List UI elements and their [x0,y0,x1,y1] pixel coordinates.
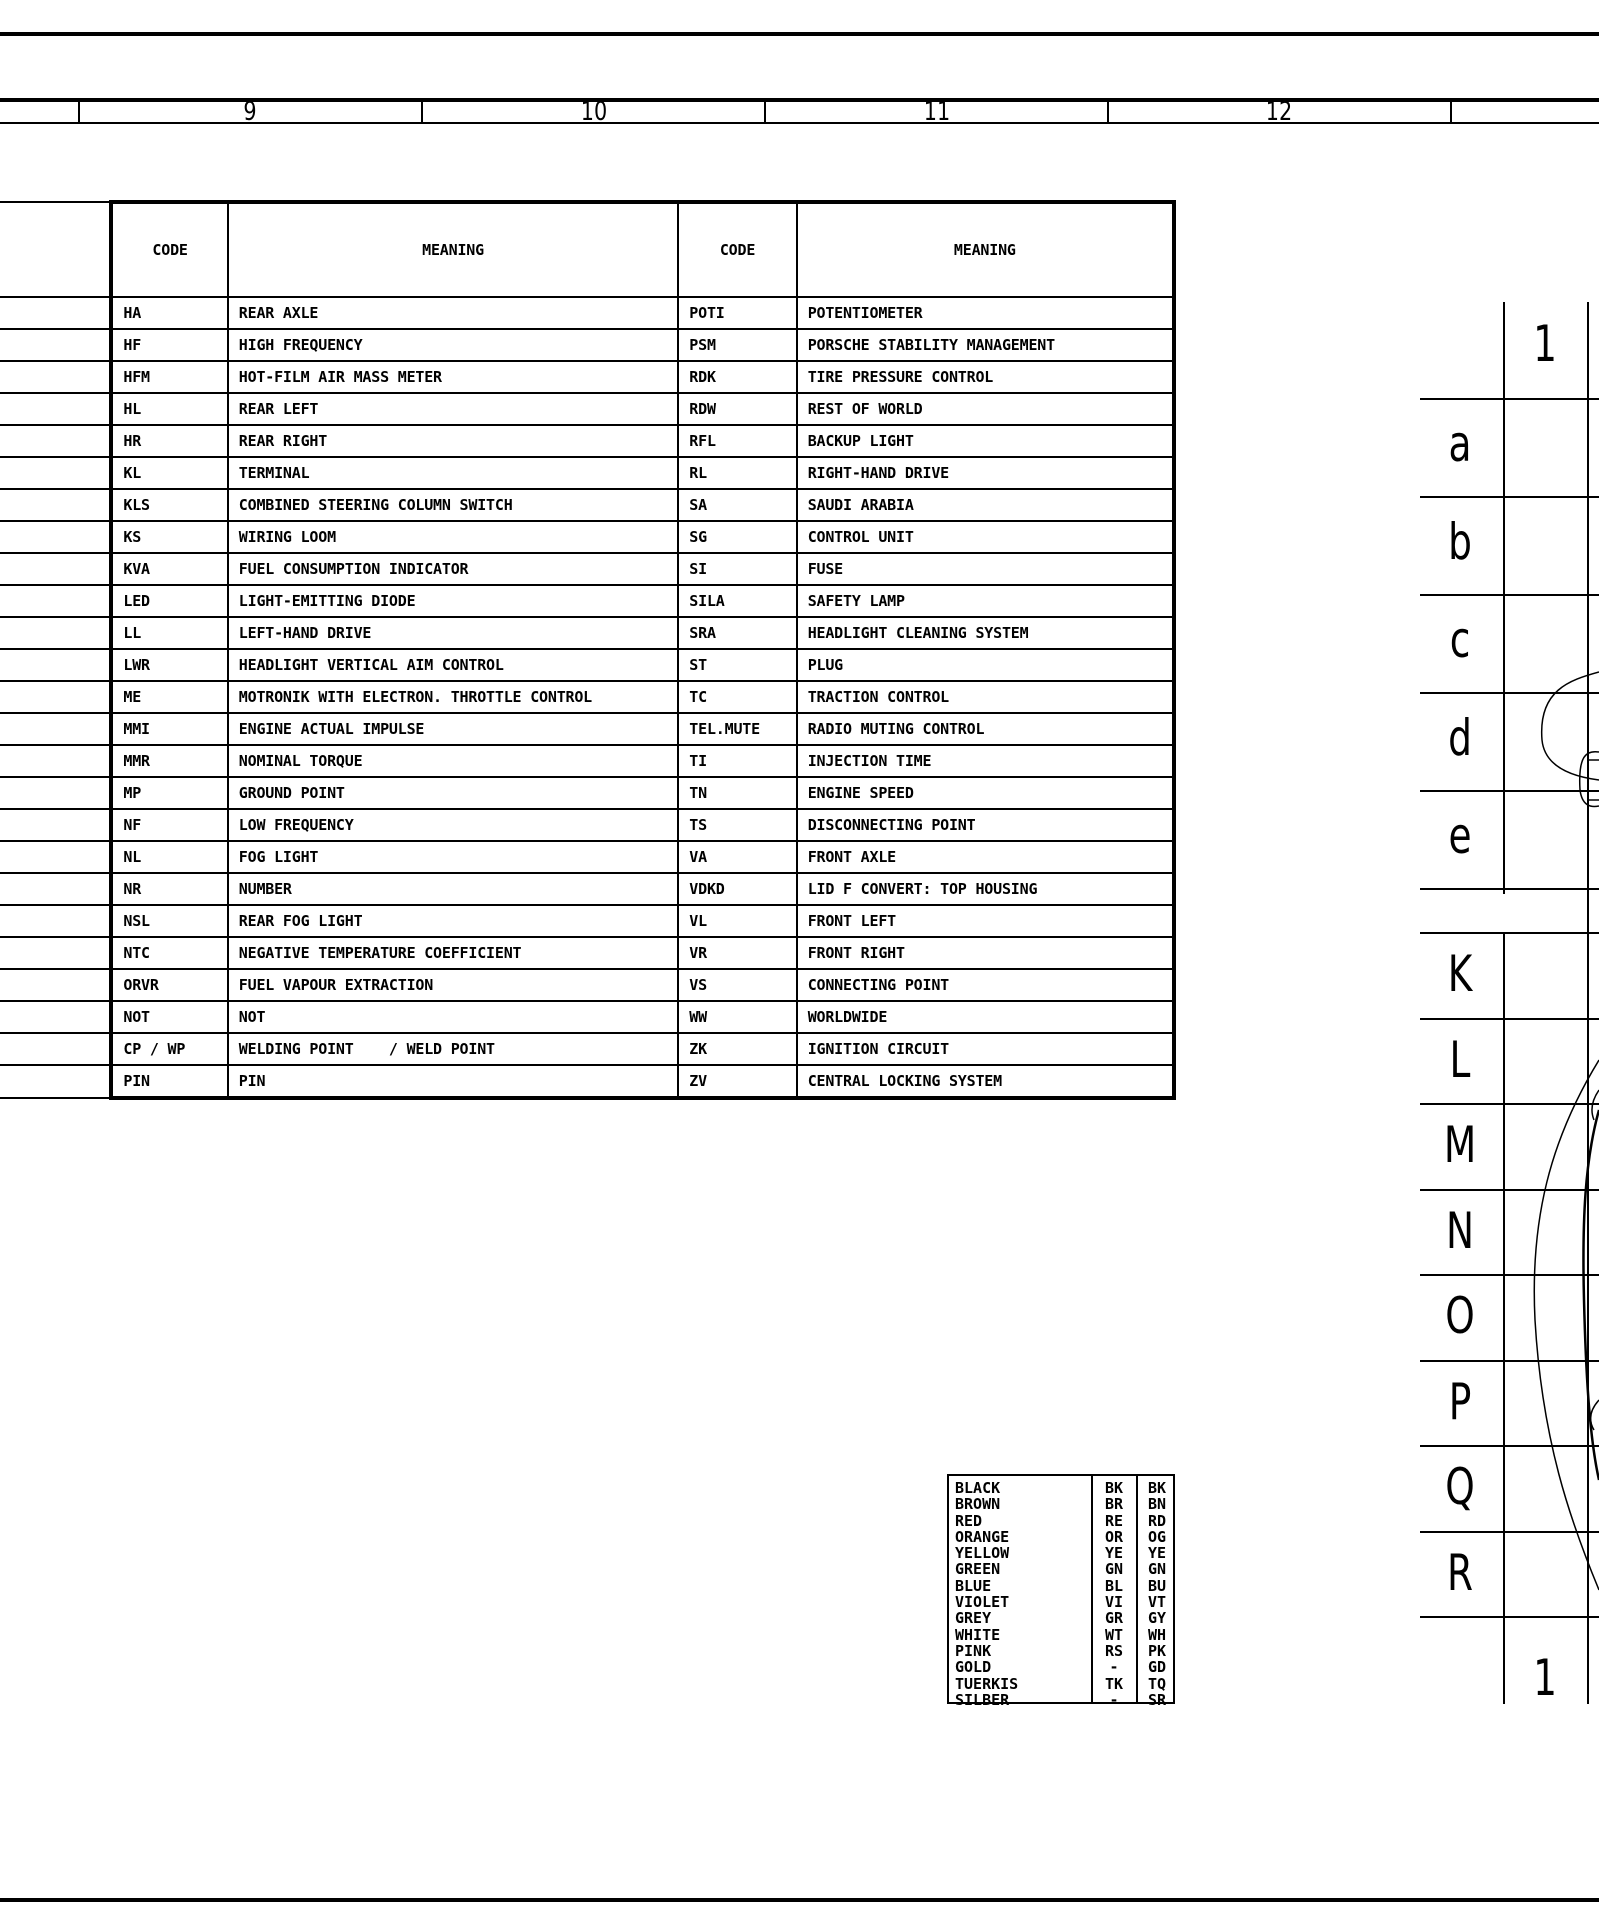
code-cell-1: CP / WP [111,1033,227,1065]
meaning-cell-1: WELDING POINT / WELD POINT [228,1033,679,1065]
prev-column-cell [0,585,111,617]
color-entry: PINK [955,1641,992,1660]
meaning-cell-1: FUEL VAPOUR EXTRACTION [228,969,679,1001]
prev-column-cell [0,1033,111,1065]
table-row [0,1001,1174,1033]
grid-row-label-b: b [1448,513,1472,571]
meaning-cell-1: NUMBER [228,873,679,905]
code-cell-2: SA [678,489,796,521]
grid-line [1420,398,1599,400]
prev-column-cell [0,361,111,393]
code-cell-2: VS [678,969,796,1001]
prev-column-cell [0,393,111,425]
prev-column-cell [0,713,111,745]
prev-column-cell [0,777,111,809]
color-entry: YE [1104,1544,1124,1563]
meaning-cell-1: LIGHT-EMITTING DIODE [228,585,679,617]
ruler-tick [764,98,766,124]
abbreviation-table [0,200,1176,1100]
code-cell-2: ZV [678,1065,796,1098]
code-cell-1: LWR [111,649,227,681]
code-cell-2: TC [678,681,796,713]
table-row [0,521,1174,553]
code-cell-2: POTI [678,297,796,329]
table-row [0,1065,1174,1098]
color-entry: - [1109,1690,1119,1709]
color-entry: VI [1104,1593,1124,1612]
code-cell-2: PSM [678,329,796,361]
code-cell-1: MP [111,777,227,809]
table-row [0,489,1174,521]
table-row [0,617,1174,649]
meaning-cell-1: MOTRONIK WITH ELECTRON. THROTTLE CONTROL [228,681,679,713]
prev-column-cell [0,297,111,329]
table-row [0,649,1174,681]
grid-row-label-L: L [1449,1030,1471,1089]
meaning-cell-1: COMBINED STEERING COLUMN SWITCH [228,489,679,521]
meaning-cell-2: FRONT LEFT [797,905,1174,937]
ruler-tick [421,98,423,124]
code-cell-2: TS [678,809,796,841]
code-cell-2: WW [678,1001,796,1033]
table-row [0,393,1174,425]
meaning-cell-1: TERMINAL [228,457,679,489]
header-meaning-2: MEANING [797,202,1174,297]
code-cell-1: HR [111,425,227,457]
color-entry: TQ [1147,1674,1167,1693]
color-entry: BLUE [955,1576,992,1595]
prev-column-cell [0,873,111,905]
grid-line [1503,932,1505,1704]
color-entry: WHITE [955,1625,1001,1644]
meaning-cell-2: TRACTION CONTROL [797,681,1174,713]
meaning-cell-2: LID F CONVERT: TOP HOUSING [797,873,1174,905]
table-header-row [0,202,1174,297]
meaning-cell-1: REAR FOG LIGHT [228,905,679,937]
code-cell-2: VA [678,841,796,873]
grid-line [1503,302,1505,894]
meaning-cell-1: FUEL CONSUMPTION INDICATOR [228,553,679,585]
top-border [0,32,1599,36]
color-entry: GN [1104,1560,1124,1579]
prev-column-cell [0,937,111,969]
grid-row-label-Q: Q [1445,1458,1475,1516]
code-cell-1: NR [111,873,227,905]
color-entry: ORANGE [955,1527,1010,1546]
meaning-cell-2: DISCONNECTING POINT [797,809,1174,841]
code-cell-1: HL [111,393,227,425]
prev-column-cell [0,425,111,457]
meaning-cell-2: REST OF WORLD [797,393,1174,425]
color-entry: VT [1147,1593,1167,1612]
meaning-cell-1: FOG LIGHT [228,841,679,873]
grid-row-label-O: O [1445,1287,1475,1345]
meaning-cell-1: HOT-FILM AIR MASS METER [228,361,679,393]
meaning-cell-1: NOT [228,1001,679,1033]
meaning-cell-2: RADIO MUTING CONTROL [797,713,1174,745]
meaning-cell-2: CENTRAL LOCKING SYSTEM [797,1065,1174,1098]
color-codes-a [1102,1480,1126,1708]
code-cell-2: VDKD [678,873,796,905]
meaning-cell-2: INJECTION TIME [797,745,1174,777]
code-cell-2: SRA [678,617,796,649]
ruler-tick [1107,98,1109,124]
color-entry: OR [1104,1527,1124,1546]
meaning-cell-1: WIRING LOOM [228,521,679,553]
prev-column-cell [0,1065,111,1098]
code-cell-1: MMI [111,713,227,745]
color-entry: GN [1147,1560,1167,1579]
code-cell-2: VL [678,905,796,937]
color-table-divider [1136,1476,1138,1702]
table-row [0,777,1174,809]
code-cell-1: PIN [111,1065,227,1098]
grid-row-label-M: M [1443,1116,1477,1174]
grid-row-label-P: P [1448,1372,1472,1431]
code-cell-2: TN [678,777,796,809]
color-entry: BN [1147,1495,1167,1514]
code-cell-1: NOT [111,1001,227,1033]
color-entry: BROWN [955,1495,1001,1514]
table-row [0,873,1174,905]
meaning-cell-2: CONNECTING POINT [797,969,1174,1001]
prev-column-cell [0,457,111,489]
table-row [0,297,1174,329]
color-entry: BR [1104,1495,1124,1514]
color-entry: WH [1147,1625,1167,1644]
grid-row-label-R: R [1446,1543,1474,1602]
meaning-cell-2: PORSCHE STABILITY MANAGEMENT [797,329,1174,361]
color-entry: SR [1147,1690,1167,1709]
meaning-cell-2: WORLDWIDE [797,1001,1174,1033]
code-cell-1: LED [111,585,227,617]
code-cell-2: SI [678,553,796,585]
table-row [0,425,1174,457]
prev-column-cell [0,809,111,841]
color-entry: OG [1147,1527,1167,1546]
color-entry: BL [1104,1576,1124,1595]
code-cell-1: HF [111,329,227,361]
header-code-2: CODE [678,202,796,297]
table-row [0,841,1174,873]
code-cell-1: NF [111,809,227,841]
code-cell-2: SG [678,521,796,553]
meaning-cell-1: PIN [228,1065,679,1098]
column-number-11: 11 [923,97,951,127]
ruler-tick [78,98,80,124]
code-cell-1: NSL [111,905,227,937]
meaning-cell-2: FRONT RIGHT [797,937,1174,969]
prev-column-cell [0,553,111,585]
column-number-10: 10 [580,97,608,127]
header-meaning-1: MEANING [228,202,679,297]
header-prev-column [0,202,111,297]
car-outline-drawing [1530,660,1599,1620]
code-cell-1: NL [111,841,227,873]
code-cell-1: ORVR [111,969,227,1001]
code-cell-1: KL [111,457,227,489]
code-cell-1: KVA [111,553,227,585]
code-cell-1: HFM [111,361,227,393]
color-entry: WT [1104,1625,1124,1644]
code-cell-1: HA [111,297,227,329]
grid-line [1420,496,1599,498]
grid-row-label-K: K [1447,945,1473,1003]
table-row [0,553,1174,585]
color-entry: RED [955,1511,983,1530]
color-entry: RE [1104,1511,1124,1530]
meaning-cell-2: POTENTIOMETER [797,297,1174,329]
table-row [0,585,1174,617]
prev-column-cell [0,489,111,521]
color-entry: RD [1147,1511,1167,1530]
meaning-cell-1: REAR LEFT [228,393,679,425]
grid-row-label-a: a [1448,415,1472,473]
meaning-cell-2: RIGHT-HAND DRIVE [797,457,1174,489]
color-entry: BK [1104,1479,1124,1497]
color-entry: GREEN [955,1560,1001,1579]
color-entry: YE [1147,1544,1167,1563]
table-row [0,809,1174,841]
meaning-cell-2: FUSE [797,553,1174,585]
color-entry: TK [1104,1674,1124,1693]
table-row [0,937,1174,969]
meaning-cell-2: IGNITION CIRCUIT [797,1033,1174,1065]
code-cell-2: RDW [678,393,796,425]
table-row [0,713,1174,745]
table-row [0,457,1174,489]
meaning-cell-1: NOMINAL TORQUE [228,745,679,777]
color-entry: GOLD [955,1658,992,1677]
code-cell-1: NTC [111,937,227,969]
color-entry: PK [1147,1641,1167,1660]
wire-color-table [947,1474,1175,1709]
prev-column-cell [0,745,111,777]
color-codes-b [1145,1480,1169,1708]
grid-row-label-d: d [1448,709,1472,767]
code-cell-1: KS [111,521,227,553]
table-row [0,1033,1174,1065]
grid-column-number-bottom: 1 [1533,1649,1557,1707]
prev-column-cell [0,329,111,361]
grid-column-number-top: 1 [1533,315,1557,373]
color-entry: SILBER [955,1690,1010,1709]
grid-line [1420,594,1599,596]
color-entry: TUERKIS [955,1674,1019,1693]
code-cell-1: MMR [111,745,227,777]
code-cell-2: RL [678,457,796,489]
meaning-cell-1: REAR RIGHT [228,425,679,457]
prev-column-cell [0,905,111,937]
ruler-tick [1450,98,1452,124]
meaning-cell-1: GROUND POINT [228,777,679,809]
code-cell-2: VR [678,937,796,969]
table-row [0,361,1174,393]
color-entry: GD [1147,1658,1167,1677]
code-cell-2: SILA [678,585,796,617]
code-cell-1: ME [111,681,227,713]
meaning-cell-2: CONTROL UNIT [797,521,1174,553]
table-row [0,329,1174,361]
meaning-cell-1: LEFT-HAND DRIVE [228,617,679,649]
table-row [0,905,1174,937]
code-cell-1: KLS [111,489,227,521]
prev-column-cell [0,521,111,553]
prev-column-cell [0,841,111,873]
color-entry: VIOLET [955,1593,1010,1612]
bottom-border [0,1898,1599,1902]
code-cell-2: ST [678,649,796,681]
color-entry: GR [1104,1609,1124,1628]
code-cell-2: TEL.MUTE [678,713,796,745]
code-cell-2: ZK [678,1033,796,1065]
table-row [0,969,1174,1001]
meaning-cell-2: FRONT AXLE [797,841,1174,873]
table-row [0,745,1174,777]
column-number-9: 9 [243,97,257,127]
color-entry: GREY [955,1609,992,1628]
prev-column-cell [0,1001,111,1033]
grid-row-label-N: N [1445,1201,1475,1260]
meaning-cell-2: PLUG [797,649,1174,681]
color-entry: BLACK [955,1479,1001,1497]
code-cell-2: TI [678,745,796,777]
meaning-cell-2: SAFETY LAMP [797,585,1174,617]
header-code-1: CODE [111,202,227,297]
color-entry: BK [1147,1479,1167,1497]
meaning-cell-1: HEADLIGHT VERTICAL AIM CONTROL [228,649,679,681]
color-entry: BU [1147,1576,1167,1595]
prev-column-cell [0,681,111,713]
code-cell-1: LL [111,617,227,649]
code-cell-2: RFL [678,425,796,457]
grid-row-label-c: c [1449,611,1471,669]
color-entry: YELLOW [955,1544,1010,1563]
prev-column-cell [0,649,111,681]
table-row [0,681,1174,713]
meaning-cell-1: REAR AXLE [228,297,679,329]
grid-row-label-e: e [1448,807,1472,865]
prev-column-cell [0,617,111,649]
meaning-cell-2: HEADLIGHT CLEANING SYSTEM [797,617,1174,649]
meaning-cell-1: NEGATIVE TEMPERATURE COEFFICIENT [228,937,679,969]
prev-column-cell [0,969,111,1001]
meaning-cell-2: ENGINE SPEED [797,777,1174,809]
color-entry: - [1109,1658,1119,1677]
code-cell-2: RDK [678,361,796,393]
color-table-divider [1091,1476,1093,1702]
color-names [955,1480,1018,1708]
meaning-cell-2: TIRE PRESSURE CONTROL [797,361,1174,393]
column-number-12: 12 [1265,97,1293,127]
meaning-cell-2: BACKUP LIGHT [797,425,1174,457]
meaning-cell-2: SAUDI ARABIA [797,489,1174,521]
color-entry: RS [1104,1641,1124,1660]
meaning-cell-1: LOW FREQUENCY [228,809,679,841]
color-entry: GY [1147,1609,1167,1628]
meaning-cell-1: ENGINE ACTUAL IMPULSE [228,713,679,745]
meaning-cell-1: HIGH FREQUENCY [228,329,679,361]
